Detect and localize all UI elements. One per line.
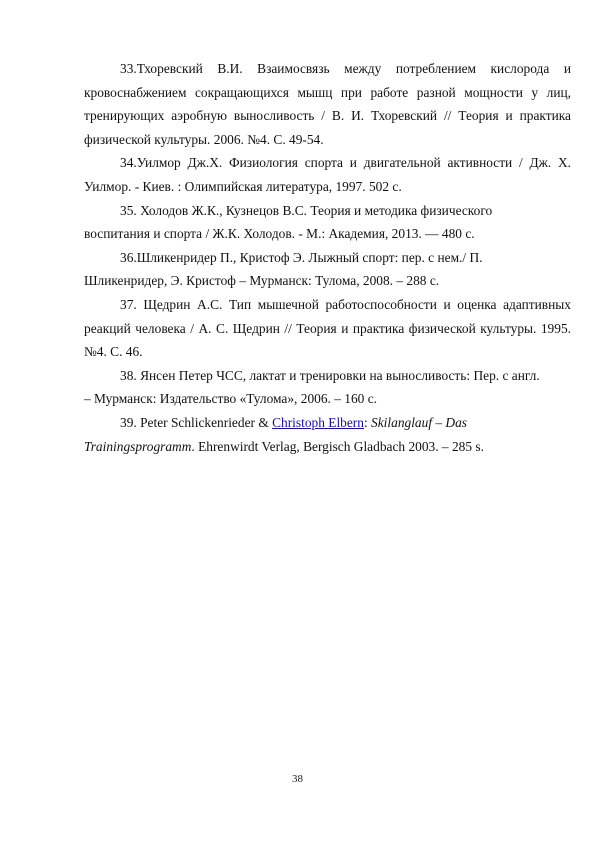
reference-35-line-2: воспитания и спорта / Ж.К. Холодов. - М.: Академия, 2013. — 480 с.	[84, 226, 475, 242]
reference-39-prefix: 39. Peter Schlickenrieder &	[120, 414, 273, 430]
reference-39-colon: :	[363, 414, 372, 430]
page-number: 38	[292, 773, 303, 785]
reference-list	[84, 57, 571, 458]
author-link[interactable]: Christoph Elbern	[272, 414, 364, 430]
reference-39-title-part-2: Trainingsprogramm	[84, 438, 192, 454]
reference-33: 33.Тхоревский В.И. Взаимосвязь между потреблением кислорода и кровоснабжением сокращающихся мышц при работе разной мощности у лиц, тренирующих аэробную выносливость / В. И. Тхоревский // Теория и практика физической культуры. 2006. №4. С. 49-54.	[84, 61, 571, 147]
reference-34: 34.Уилмор Дж.Х. Физиология спорта и двигательной активности / Дж. Х. Уилмор. - Киев. : Олимпийская литература, 1997. 502 с.	[84, 155, 571, 194]
reference-38-line-2: – Мурманск: Издательство «Тулома», 2006. – 160 с.	[84, 391, 377, 407]
reference-36-line-1: 36.Шликенридер П., Кристоф Э. Лыжный спорт: пер. с нем./ П.	[120, 249, 483, 265]
reference-38-line-1: 38. Янсен Петер ЧСС, лактат и тренировки на выносливость: Пер. с англ.	[120, 367, 540, 383]
reference-39	[84, 411, 571, 458]
reference-36-line-2: Шликенридер, Э. Кристоф – Мурманск: Тулома, 2008. – 288 с.	[84, 273, 440, 289]
reference-35	[84, 199, 571, 246]
reference-39-title-part-1: Skilanglauf – Das	[371, 414, 468, 430]
reference-35-line-1: 35. Холодов Ж.К., Кузнецов В.С. Теория и методика физического	[120, 202, 493, 218]
reference-36	[84, 246, 571, 293]
reference-39-suffix: . Ehrenwirdt Verlag, Bergisch Gladbach 2003. – 285 s.	[191, 438, 484, 454]
reference-37: 37. Щедрин А.С. Тип мышечной работоспособности и оценка адаптивных реакций человека / А. С. Щедрин // Теория и практика физической культуры. 1995. №4. С. 46.	[84, 296, 571, 360]
reference-38	[84, 364, 571, 411]
